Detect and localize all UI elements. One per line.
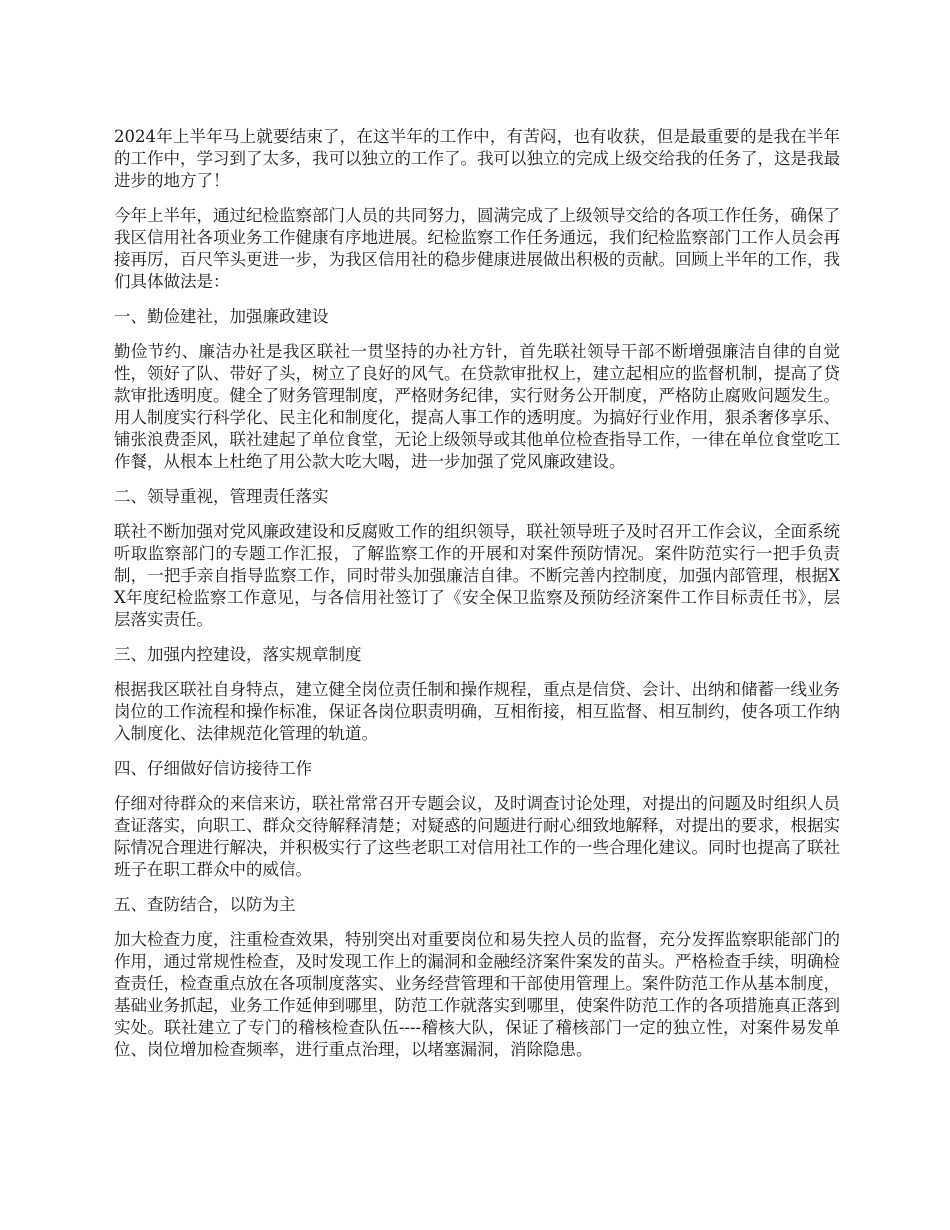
document-body <box>114 126 840 1074</box>
section-paragraph-1: 勤俭节约、廉洁办社是我区联社一贯坚持的办社方针，首先联社领导干部不断增强廉洁自律的自觉性，领好了队、带好了头，树立了良好的风气。在贷款审批权上，建立起相应的监督机制，提高了贷款审批透明度。健全了财务管理制度，严格财务纪律，实行财务公开制度，严格防止腐败问题发生。用人制度实行科学化、民主化和制度化，提高人事工作的透明度。为搞好行业作用，狠杀奢侈享乐、铺张浪费歪风，联社建起了单位食堂，无论上级领导或其他单位检查指导工作，一律在单位食堂吃工作餐，从根本上杜绝了用公款大吃大喝，进一步加强了党风廉政建设。 <box>114 342 840 471</box>
section-paragraph-5: 加大检查力度，注重检查效果，特别突出对重要岗位和易失控人员的监督，充分发挥监察职能部门的作用，通过常规性检查，及时发现工作上的漏洞和金融经济案件案发的苗头。严格检查手续，明确检查责任，检查重点放在各项制度落实、业务经营管理和干部使用管理上。案件防范工作从基本制度，基础业务抓起，业务工作延伸到哪里，防范工作就落实到哪里，使案件防范工作的各项措施真正落到实处。联社建立了专门的稽核检查队伍----稽核大队，保证了稽核部门一定的独立性，对案件易发单位、岗位增加检查频率，进行重点治理，以堵塞漏洞，消除隐患。 <box>114 930 840 1059</box>
section-paragraph-4: 仔细对待群众的来信来访，联社常常召开专题会议，及时调查讨论处理，对提出的问题及时组织人员查证落实，向职工、群众交待解释清楚；对疑惑的问题进行耐心细致地解释，对提出的要求，根据实际情况合理进行解决，并积极实行了这些老职工对信用社工作的一些合理化建议。同时也提高了联社班子在职工群众中的威信。 <box>114 794 840 879</box>
section-heading-4: 四、仔细做好信访接待工作 <box>114 759 312 778</box>
section-heading-1: 一、勤俭建社，加强廉政建设 <box>114 307 329 326</box>
intro-paragraph: 2024年上半年马上就要结束了，在这半年的工作中，有苦闷，也有收获，但是最重要的是我在半年的工作中，学习到了太多，我可以独立的工作了。我可以独立的完成上级交给我的任务了，这是我最进步的地方了！ <box>114 127 840 190</box>
section-paragraph-2: 联社不断加强对党风廉政建设和反腐败工作的组织领导，联社领导班子及时召开工作会议，全面系统听取监察部门的专题工作汇报，了解监察工作的开展和对案件预防情况。案件防范实行一把手负责制，一把手亲自指导监察工作，同时带头加强廉洁自律。不断完善内控制度，加强内部管理，根据XX年度纪检监察工作意见，与各信用社签订了《安全保卫监察及预防经济案件工作目标责任书》，层层落实责任。 <box>114 522 840 629</box>
summary-paragraph: 今年上半年，通过纪检监察部门人员的共同努力，圆满完成了上级领导交给的各项工作任务，确保了我区信用社各项业务工作健康有序地进展。纪检监察工作任务通远，我们纪检监察部门工作人员会再接再厉，百尺竿头更进一步，为我区信用社的稳步健康进展做出积极的贡献。回顾上半年的工作，我们具体做法是： <box>114 206 840 291</box>
section-heading-2: 二、领导重视，管理责任落实 <box>114 487 329 506</box>
section-heading-5: 五、查防结合，以防为主 <box>114 895 296 914</box>
section-heading-3: 三、加强内控建设，落实规章制度 <box>114 645 362 664</box>
section-paragraph-3: 根据我区联社自身特点，建立健全岗位责任制和操作规程，重点是信贷、会计、出纳和储蓄一线业务岗位的工作流程和操作标准，保证各岗位职责明确，互相衔接，相互监督、相互制约，使各项工作纳入制度化、法律规范化管理的轨道。 <box>114 680 840 743</box>
